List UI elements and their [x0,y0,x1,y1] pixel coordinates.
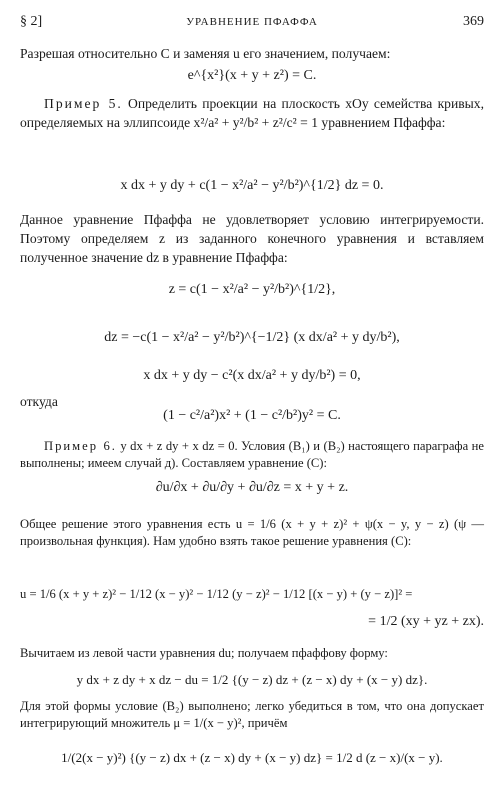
formula-10: y dx + z dy + x dz − du = 1/2 {(y − z) dz + (z − x) dy + (x − y) dz}. [76,672,428,687]
formula-5: x dx + y dy − c²(x dx/a² + y dy/b²) = 0, [143,368,361,383]
paragraph-3: Общее решение этого уравнения есть u = 1/6 (x + y + z)² + ψ(x − y, y − z) (ψ — произвольная функция). Нам удобно взять такое решение уравнения (C): [20,517,484,548]
example-6 [20,438,484,472]
paragraph-2: Данное уравнение Пфаффа не удовлетворяет условию интегрируемости. Поэтому определяем z из заданного конечного уравнения и вставляем полученное значение dz в уравнение Пфаффа: [20,212,484,265]
example-6-text: y dx + z dy + x dz = 0. Условия (B₁) и (B₂) настоящего параграфа не выполнены; имеем случай д). Составляем уравнение (C): [20,439,484,470]
example-5-label: Пример 5. [44,96,123,111]
paragraph-1: Разрешая относительно C и заменяя u его значением, получаем: [20,46,391,61]
formula-7: ∂u/∂x + ∂u/∂y + ∂u/∂z = x + y + z. [155,480,349,495]
example-6-label: Пример 6. [44,439,117,453]
running-header [20,14,484,34]
example-5-text: Определить проекции на плоскость xOy семейства кривых, определяемых на эллипсоиде x²/a² + y²/b² + z²/c² = 1 уравнением Пфаффа: [20,96,484,130]
formula-3: z = c(1 − x²/a² − y²/b²)^{1/2}, [168,282,336,297]
formula-6: (1 − c²/a²)x² + (1 − c²/b²)y² = C. [163,408,341,423]
section-marker: § 2] [20,14,43,29]
formula-1: e^{x²}(x + y + z²) = C. [187,68,317,83]
formula-8: u = 1/6 (x + y + z)² − 1/12 (x − y)² − 1/12 (y − z)² − 1/12 [(x − y) + (y − z)]² = [20,587,413,601]
formula-2: x dx + y dy + c(1 − x²/a² − y²/b²)^{1/2} dz = 0. [120,178,384,193]
formula-11: 1/(2(x − y)²) {(y − z) dx + (z − x) dy + (x − y) dz} = 1/2 d (z − x)/(x − y). [61,750,443,765]
formula-9: = 1/2 (xy + yz + zx). [368,614,484,629]
paragraph-5: Для этой формы условие (B₂) выполнено; легко убедиться в том, что она допускает интегрирующий множитель μ = 1/(x − y)², причём [20,699,484,730]
page-number: 369 [463,14,484,29]
formula-4: dz = −c(1 − x²/a² − y²/b²)^{−1/2} (x dx/a² + y dy/b²), [104,330,400,345]
word-otkuda: откуда [20,394,58,409]
example-5 [20,94,484,132]
paragraph-4: Вычитаем из левой части уравнения du; получаем пфаффову форму: [20,646,388,660]
running-title: УРАВНЕНИЕ ПФАФФА [186,16,318,28]
